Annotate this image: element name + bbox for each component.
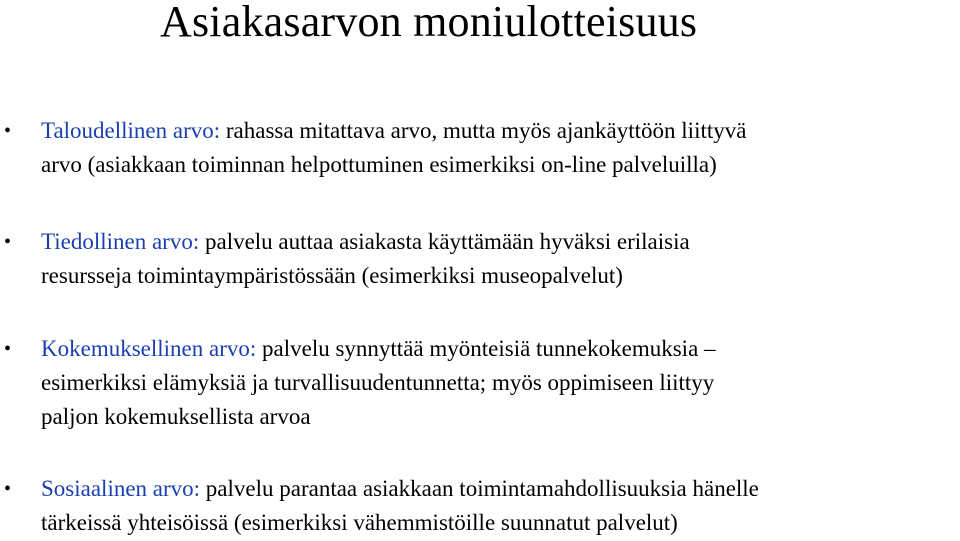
bullet-line: tärkeissä yhteisöissä (esimerkiksi vähemmistöille suunnatut palvelut) [41,510,678,535]
bullet-text [41,472,960,540]
bullet-term: Tiedollinen arvo [41,229,193,254]
bullet-line [41,114,960,148]
bullet-line: arvo (asiakkaan toiminnan helpottuminen esimerkiksi on-line palveluilla) [41,152,717,177]
bullet-dot-icon: • [4,120,12,142]
bullet-line [41,332,960,366]
bullet-separator: : [193,476,201,501]
bullet-line: esimerkiksi elämyksiä ja turvallisuudentunnetta; myös oppimiseen liittyy [41,370,715,395]
bullet-line-text: palvelu parantaa asiakkaan toimintamahdollisuuksia hänelle [200,476,759,501]
bullet-line: resursseja toimintaympäristössään (esimerkiksi museopalvelut) [41,263,623,288]
bullet-separator: : [192,229,200,254]
bullet-dot-icon: • [4,478,12,500]
bullet-text [41,225,960,293]
bullet-line: paljon kokemuksellista arvoa [41,404,311,429]
bullet-term: Sosiaalinen arvo [41,476,194,501]
slide-title: Asiakasarvon moniulotteisuus [160,0,698,46]
bullet-separator: : [213,118,221,143]
bullet-dot-icon: • [4,338,12,360]
bullet-term: Taloudellinen arvo [41,118,214,143]
bullet-term: Kokemuksellinen arvo [41,336,250,361]
bullet-line-text: palvelu synnyttää myönteisiä tunnekokemuksia – [256,336,716,361]
bullet-line-text: palvelu auttaa asiakasta käyttämään hyväksi erilaisia [199,229,690,254]
bullet-text [41,114,960,182]
bullet-line [41,225,960,259]
bullet-line-text: rahassa mitattava arvo, mutta myös ajankäyttöön liittyvä [220,118,747,143]
bullet-separator: : [249,336,257,361]
bullet-line [41,472,960,506]
bullet-text [41,332,960,434]
bullet-dot-icon: • [4,231,12,253]
